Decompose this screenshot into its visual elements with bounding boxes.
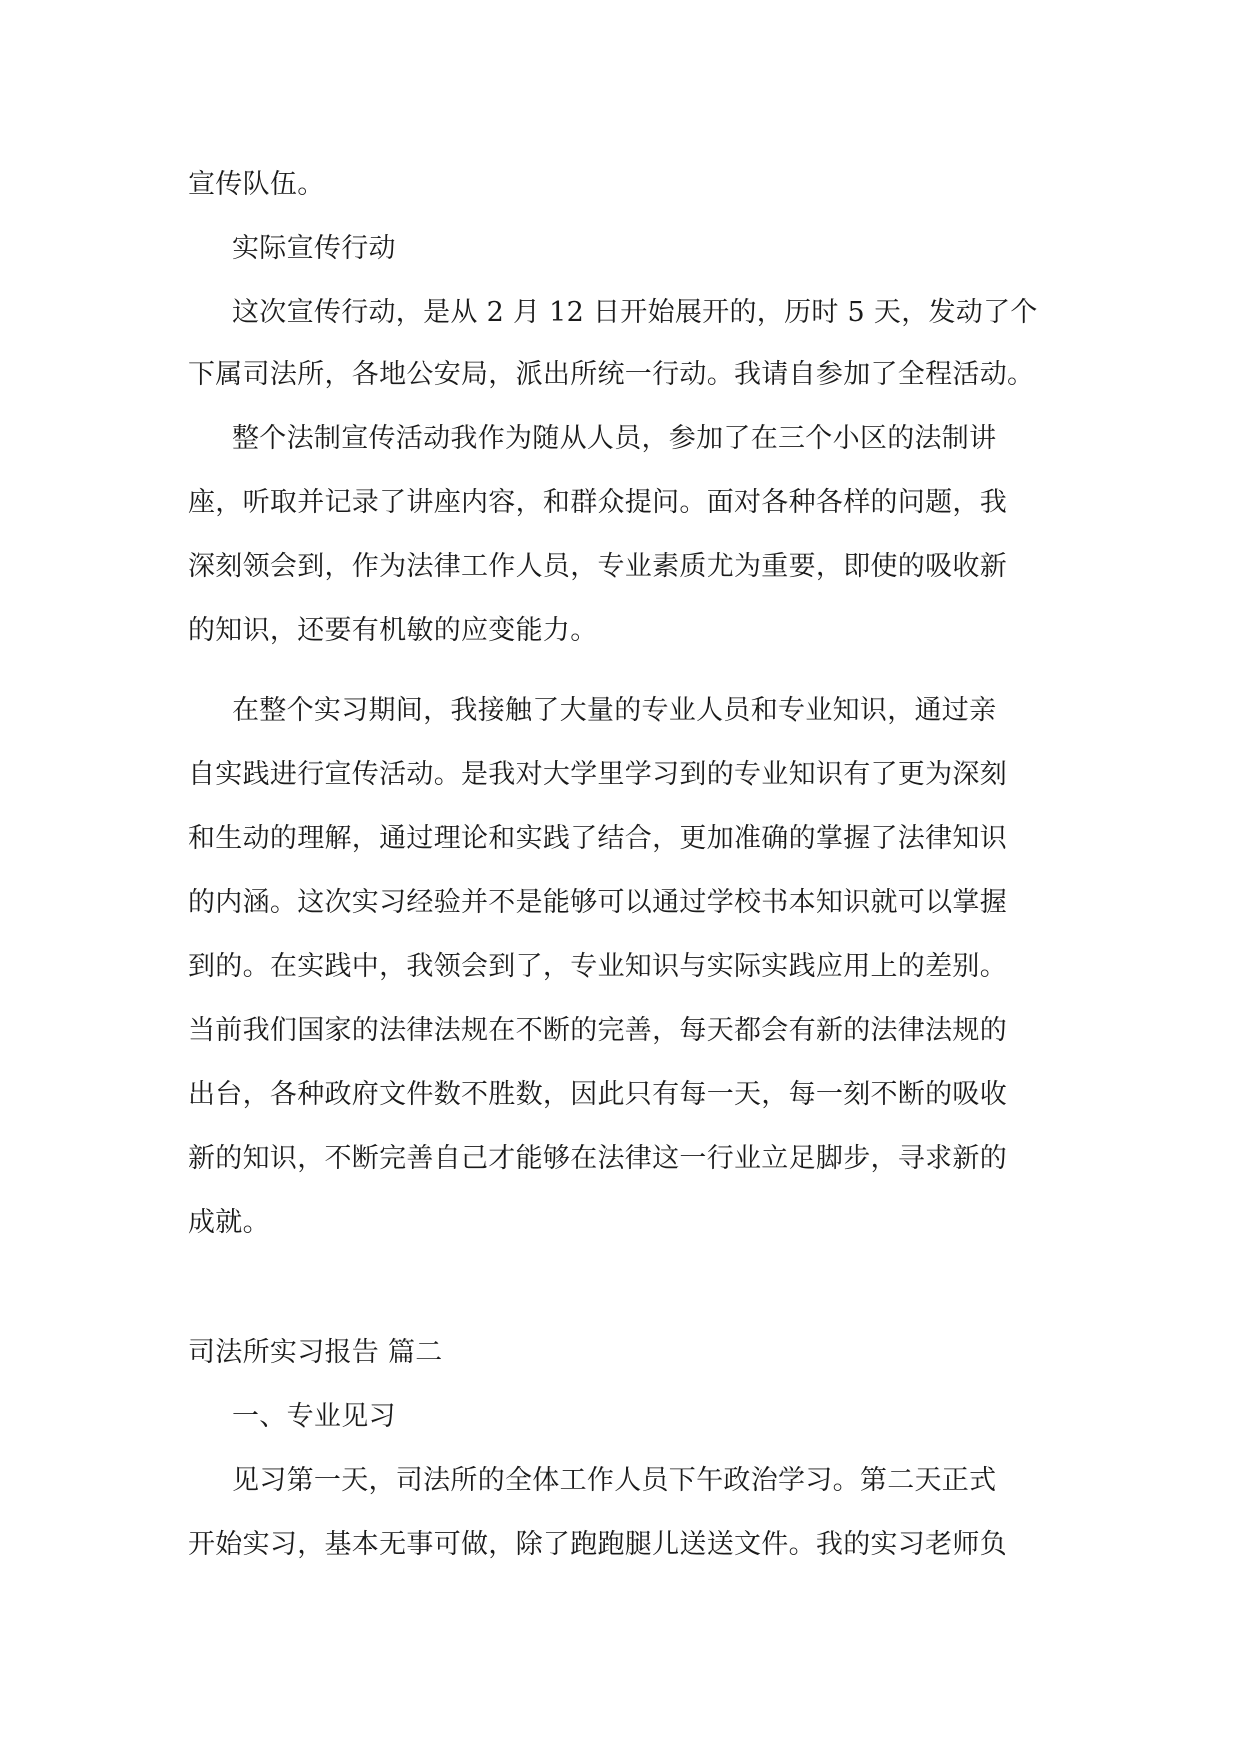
section-subheading: 一、专业见习	[232, 1401, 396, 1432]
paragraph-line: 宣传队伍。	[188, 169, 325, 200]
paragraph-line: 到的。在实践中，我领会到了，专业知识与实际实践应用上的差别。	[188, 951, 1007, 982]
paragraph-line: 自实践进行宣传活动。是我对大学里学习到的专业知识有了更为深刻	[188, 759, 1007, 790]
paragraph-line: 的知识，还要有机敏的应变能力。	[188, 615, 598, 646]
paragraph-line: 座，听取并记录了讲座内容，和群众提问。面对各种各样的问题，我	[188, 487, 1007, 518]
section-title: 司法所实习报告 篇二	[188, 1337, 443, 1368]
paragraph-line: 成就。	[188, 1207, 270, 1238]
section-subheading: 实际宣传行动	[232, 233, 396, 264]
paragraph-line: 当前我们国家的法律法规在不断的完善，每天都会有新的法律法规的	[188, 1015, 1007, 1046]
paragraph-line: 和生动的理解，通过理论和实践了结合，更加准确的掌握了法律知识	[188, 823, 1007, 854]
paragraph-line: 见习第一天，司法所的全体工作人员下午政治学习。第二天正式	[232, 1465, 997, 1496]
paragraph-line: 深刻领会到，作为法律工作人员，专业素质尤为重要，即使的吸收新	[188, 551, 1007, 582]
paragraph-line: 开始实习，基本无事可做，除了跑跑腿儿送送文件。我的实习老师负	[188, 1529, 1007, 1560]
paragraph-line: 的内涵。这次实习经验并不是能够可以通过学校书本知识就可以掌握	[188, 887, 1007, 918]
paragraph-line: 整个法制宣传活动我作为随从人员，参加了在三个小区的法制讲	[232, 423, 997, 454]
paragraph-line: 下属司法所，各地公安局，派出所统一行动。我请自参加了全程活动。	[188, 359, 1035, 390]
paragraph-line: 出台，各种政府文件数不胜数，因此只有每一天，每一刻不断的吸收	[188, 1079, 1007, 1110]
paragraph-line: 在整个实习期间，我接触了大量的专业人员和专业知识，通过亲	[232, 695, 997, 726]
paragraph-line: 这次宣传行动，是从 2 月 12 日开始展开的，历时 5 天，发动了个	[232, 297, 1038, 328]
paragraph-line: 新的知识，不断完善自己才能够在法律这一行业立足脚步，寻求新的	[188, 1143, 1007, 1174]
